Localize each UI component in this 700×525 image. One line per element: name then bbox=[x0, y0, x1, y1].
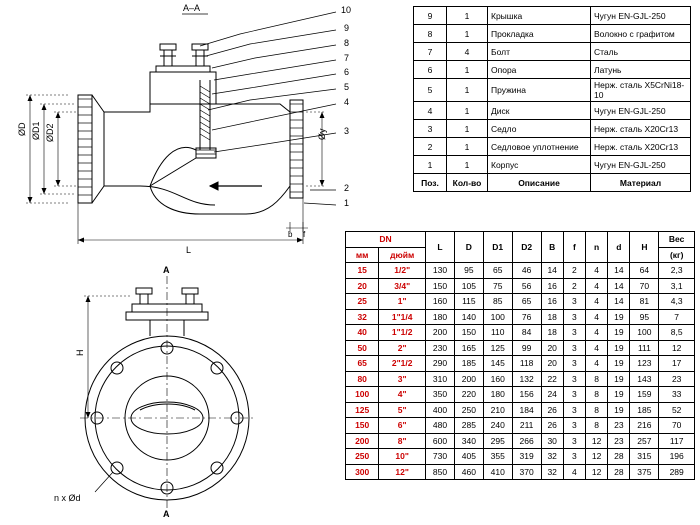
cell-H: 216 bbox=[630, 418, 659, 434]
cell-D1: 240 bbox=[483, 418, 512, 434]
cell-weight: 70 bbox=[659, 418, 695, 434]
col-header-n: n bbox=[586, 232, 608, 263]
cell-n: 8 bbox=[586, 402, 608, 418]
cell-D: 250 bbox=[454, 402, 483, 418]
cell-D: 185 bbox=[454, 356, 483, 372]
part-desc: Корпус bbox=[488, 156, 591, 174]
cell-D: 200 bbox=[454, 371, 483, 387]
cell-n: 12 bbox=[586, 433, 608, 449]
table-row bbox=[414, 156, 691, 174]
dimensions-table-body bbox=[346, 263, 695, 480]
cell-dn-inch: 1"1/4 bbox=[379, 309, 426, 325]
table-row bbox=[346, 340, 695, 356]
table-row bbox=[346, 371, 695, 387]
cell-d: 19 bbox=[608, 309, 630, 325]
part-qty: 4 bbox=[447, 43, 488, 61]
cell-D2: 46 bbox=[512, 263, 541, 279]
cell-D: 115 bbox=[454, 294, 483, 310]
section-marker-top: A bbox=[163, 265, 170, 275]
cell-D: 220 bbox=[454, 387, 483, 403]
part-qty: 1 bbox=[447, 120, 488, 138]
col-header-L: L bbox=[426, 232, 455, 263]
cell-f: 3 bbox=[563, 309, 585, 325]
cell-H: 315 bbox=[630, 449, 659, 465]
cell-D: 95 bbox=[454, 263, 483, 279]
cell-n: 4 bbox=[586, 278, 608, 294]
cell-L: 160 bbox=[426, 294, 455, 310]
parts-header-qty: Кол-во bbox=[447, 174, 488, 192]
part-qty: 1 bbox=[447, 102, 488, 120]
leader-4: 4 bbox=[344, 97, 350, 107]
cell-L: 850 bbox=[426, 464, 455, 480]
cell-f: 3 bbox=[563, 325, 585, 341]
cell-f: 2 bbox=[563, 278, 585, 294]
cell-dn-inch: 5" bbox=[379, 402, 426, 418]
cell-weight: 7 bbox=[659, 309, 695, 325]
part-pos: 7 bbox=[414, 43, 447, 61]
cell-dn-mm: 300 bbox=[346, 464, 379, 480]
cell-D1: 75 bbox=[483, 278, 512, 294]
cell-H: 159 bbox=[630, 387, 659, 403]
cell-n: 12 bbox=[586, 464, 608, 480]
cell-n: 8 bbox=[586, 418, 608, 434]
table-header-row bbox=[414, 174, 691, 192]
leader-10: 10 bbox=[341, 5, 352, 15]
cell-H: 81 bbox=[630, 294, 659, 310]
part-pos: 1 bbox=[414, 156, 447, 174]
cell-dn-mm: 15 bbox=[346, 263, 379, 279]
cell-B: 24 bbox=[541, 387, 563, 403]
table-row bbox=[414, 7, 691, 25]
cell-dn-inch: 2"1/2 bbox=[379, 356, 426, 372]
table-row bbox=[346, 325, 695, 341]
parts-header-mat: Материал bbox=[591, 174, 691, 192]
col-header-D2: D2 bbox=[512, 232, 541, 263]
cell-D1: 65 bbox=[483, 263, 512, 279]
cell-dn-inch: 8" bbox=[379, 433, 426, 449]
part-qty: 1 bbox=[447, 61, 488, 79]
cell-n: 4 bbox=[586, 309, 608, 325]
cell-d: 14 bbox=[608, 294, 630, 310]
table-row bbox=[346, 356, 695, 372]
dim-d1: ØD1 bbox=[31, 121, 41, 140]
cell-L: 310 bbox=[426, 371, 455, 387]
cell-L: 290 bbox=[426, 356, 455, 372]
cell-D2: 118 bbox=[512, 356, 541, 372]
cell-dn-mm: 200 bbox=[346, 433, 379, 449]
cell-L: 730 bbox=[426, 449, 455, 465]
part-pos: 8 bbox=[414, 25, 447, 43]
cell-D2: 370 bbox=[512, 464, 541, 480]
table-row bbox=[414, 138, 691, 156]
part-mat: Сталь bbox=[591, 43, 691, 61]
part-mat: Чугун EN-GJL-250 bbox=[591, 156, 691, 174]
part-qty: 1 bbox=[447, 25, 488, 43]
leader-1: 1 bbox=[344, 198, 350, 208]
cell-D1: 180 bbox=[483, 387, 512, 403]
cell-n: 4 bbox=[586, 325, 608, 341]
part-pos: 4 bbox=[414, 102, 447, 120]
cell-H: 70 bbox=[630, 278, 659, 294]
cell-B: 20 bbox=[541, 340, 563, 356]
cell-dn-mm: 150 bbox=[346, 418, 379, 434]
cell-B: 26 bbox=[541, 402, 563, 418]
cell-D: 460 bbox=[454, 464, 483, 480]
part-pos: 3 bbox=[414, 120, 447, 138]
cell-n: 4 bbox=[586, 294, 608, 310]
col-header-inch: дюйм bbox=[379, 247, 426, 263]
cell-D1: 145 bbox=[483, 356, 512, 372]
part-desc: Седло bbox=[488, 120, 591, 138]
cell-D2: 319 bbox=[512, 449, 541, 465]
cell-f: 3 bbox=[563, 371, 585, 387]
cell-dn-mm: 65 bbox=[346, 356, 379, 372]
cell-dn-inch: 10" bbox=[379, 449, 426, 465]
cell-dn-inch: 1" bbox=[379, 294, 426, 310]
cell-weight: 117 bbox=[659, 433, 695, 449]
cell-D1: 355 bbox=[483, 449, 512, 465]
cell-weight: 12 bbox=[659, 340, 695, 356]
cell-n: 8 bbox=[586, 371, 608, 387]
table-row bbox=[346, 294, 695, 310]
cell-B: 30 bbox=[541, 433, 563, 449]
section-marker-bottom: A bbox=[163, 509, 170, 519]
cell-dn-inch: 3" bbox=[379, 371, 426, 387]
cell-H: 95 bbox=[630, 309, 659, 325]
dimensions-table-head bbox=[346, 232, 695, 263]
cell-f: 3 bbox=[563, 433, 585, 449]
cell-D1: 160 bbox=[483, 371, 512, 387]
cell-f: 3 bbox=[563, 387, 585, 403]
cell-dn-inch: 6" bbox=[379, 418, 426, 434]
dim-f: f bbox=[303, 230, 306, 239]
col-header-D: D bbox=[454, 232, 483, 263]
cell-D2: 56 bbox=[512, 278, 541, 294]
cell-dn-inch: 2" bbox=[379, 340, 426, 356]
table-row bbox=[346, 433, 695, 449]
cell-D1: 410 bbox=[483, 464, 512, 480]
cell-dn-mm: 50 bbox=[346, 340, 379, 356]
cell-dn-inch: 1"1/2 bbox=[379, 325, 426, 341]
cell-D: 140 bbox=[454, 309, 483, 325]
cell-L: 130 bbox=[426, 263, 455, 279]
part-mat: Чугун EN-GJL-250 bbox=[591, 102, 691, 120]
table-row bbox=[346, 263, 695, 279]
part-desc: Болт bbox=[488, 43, 591, 61]
cell-d: 28 bbox=[608, 464, 630, 480]
col-header-weight-unit: (кг) bbox=[659, 247, 695, 263]
part-pos: 6 bbox=[414, 61, 447, 79]
cell-D2: 132 bbox=[512, 371, 541, 387]
cell-B: 22 bbox=[541, 371, 563, 387]
cell-weight: 23 bbox=[659, 371, 695, 387]
part-mat: Чугун EN-GJL-250 bbox=[591, 7, 691, 25]
cell-dn-inch: 1/2" bbox=[379, 263, 426, 279]
part-mat: Нерж. сталь X5CrNi18-10 bbox=[591, 79, 691, 102]
cell-d: 19 bbox=[608, 340, 630, 356]
part-mat: Волокно с графитом bbox=[591, 25, 691, 43]
table-row bbox=[346, 278, 695, 294]
cell-D2: 99 bbox=[512, 340, 541, 356]
cell-D2: 184 bbox=[512, 402, 541, 418]
parts-table-body bbox=[414, 7, 691, 192]
col-header-mm: мм bbox=[346, 247, 379, 263]
table-row bbox=[414, 25, 691, 43]
dim-b: b bbox=[288, 230, 293, 239]
cell-D: 165 bbox=[454, 340, 483, 356]
cell-L: 200 bbox=[426, 325, 455, 341]
col-header-d: d bbox=[608, 232, 630, 263]
part-pos: 9 bbox=[414, 7, 447, 25]
dim-dy: Øy bbox=[317, 128, 327, 140]
cell-weight: 196 bbox=[659, 449, 695, 465]
cell-dn-inch: 3/4" bbox=[379, 278, 426, 294]
cell-B: 32 bbox=[541, 449, 563, 465]
leader-5: 5 bbox=[344, 82, 350, 92]
cell-D: 405 bbox=[454, 449, 483, 465]
cell-H: 111 bbox=[630, 340, 659, 356]
cell-d: 19 bbox=[608, 402, 630, 418]
cell-B: 18 bbox=[541, 325, 563, 341]
cell-L: 600 bbox=[426, 433, 455, 449]
cell-D: 150 bbox=[454, 325, 483, 341]
cell-dn-mm: 40 bbox=[346, 325, 379, 341]
cell-H: 143 bbox=[630, 371, 659, 387]
leader-6: 6 bbox=[344, 67, 350, 77]
cell-B: 16 bbox=[541, 294, 563, 310]
cell-weight: 33 bbox=[659, 387, 695, 403]
cell-D1: 125 bbox=[483, 340, 512, 356]
parts-header-desc: Описание bbox=[488, 174, 591, 192]
cell-L: 230 bbox=[426, 340, 455, 356]
part-mat: Латунь bbox=[591, 61, 691, 79]
cell-f: 3 bbox=[563, 402, 585, 418]
cell-D2: 266 bbox=[512, 433, 541, 449]
part-qty: 1 bbox=[447, 156, 488, 174]
cell-D1: 110 bbox=[483, 325, 512, 341]
cell-L: 150 bbox=[426, 278, 455, 294]
leader-2: 2 bbox=[344, 183, 350, 193]
part-desc: Пружина bbox=[488, 79, 591, 102]
table-row bbox=[346, 449, 695, 465]
cell-H: 64 bbox=[630, 263, 659, 279]
cell-dn-inch: 12" bbox=[379, 464, 426, 480]
table-row bbox=[346, 464, 695, 480]
cell-B: 14 bbox=[541, 263, 563, 279]
part-desc: Крышка bbox=[488, 7, 591, 25]
cell-weight: 289 bbox=[659, 464, 695, 480]
cell-L: 350 bbox=[426, 387, 455, 403]
cell-d: 14 bbox=[608, 278, 630, 294]
col-header-weight: Вес bbox=[659, 232, 695, 248]
cell-D2: 84 bbox=[512, 325, 541, 341]
cell-B: 18 bbox=[541, 309, 563, 325]
col-header-dn: DN bbox=[346, 232, 426, 248]
cell-d: 23 bbox=[608, 418, 630, 434]
cell-D2: 65 bbox=[512, 294, 541, 310]
part-pos: 2 bbox=[414, 138, 447, 156]
col-header-f: f bbox=[563, 232, 585, 263]
dim-outer-d: ØD bbox=[17, 122, 27, 136]
cell-f: 3 bbox=[563, 340, 585, 356]
cell-D1: 85 bbox=[483, 294, 512, 310]
part-qty: 1 bbox=[447, 79, 488, 102]
col-header-H: H bbox=[630, 232, 659, 263]
cell-dn-mm: 100 bbox=[346, 387, 379, 403]
cell-weight: 8,5 bbox=[659, 325, 695, 341]
dim-d2: ØD2 bbox=[45, 123, 55, 142]
leader-8: 8 bbox=[344, 38, 350, 48]
section-label-aa: A–A bbox=[183, 3, 201, 13]
part-desc: Седловое уплотнение bbox=[488, 138, 591, 156]
dimensions-table bbox=[345, 231, 695, 480]
cell-f: 2 bbox=[563, 263, 585, 279]
cell-L: 180 bbox=[426, 309, 455, 325]
cell-H: 375 bbox=[630, 464, 659, 480]
table-row bbox=[414, 79, 691, 102]
cell-n: 4 bbox=[586, 356, 608, 372]
cell-d: 28 bbox=[608, 449, 630, 465]
table-row bbox=[346, 387, 695, 403]
cell-B: 26 bbox=[541, 418, 563, 434]
table-row bbox=[346, 402, 695, 418]
table-row bbox=[414, 43, 691, 61]
cell-dn-mm: 25 bbox=[346, 294, 379, 310]
cell-D: 105 bbox=[454, 278, 483, 294]
part-desc: Опора bbox=[488, 61, 591, 79]
cell-dn-mm: 32 bbox=[346, 309, 379, 325]
part-qty: 1 bbox=[447, 7, 488, 25]
cell-weight: 3,1 bbox=[659, 278, 695, 294]
cell-weight: 17 bbox=[659, 356, 695, 372]
cell-dn-mm: 80 bbox=[346, 371, 379, 387]
cell-f: 3 bbox=[563, 418, 585, 434]
cell-f: 4 bbox=[563, 464, 585, 480]
parts-table bbox=[413, 6, 691, 192]
cell-f: 3 bbox=[563, 356, 585, 372]
cell-dn-mm: 20 bbox=[346, 278, 379, 294]
cell-n: 4 bbox=[586, 340, 608, 356]
cell-D: 340 bbox=[454, 433, 483, 449]
cell-dn-inch: 4" bbox=[379, 387, 426, 403]
dim-h: H bbox=[75, 349, 85, 356]
leader-3: 3 bbox=[344, 126, 350, 136]
cell-n: 8 bbox=[586, 387, 608, 403]
cell-f: 3 bbox=[563, 294, 585, 310]
cell-H: 123 bbox=[630, 356, 659, 372]
cell-n: 4 bbox=[586, 263, 608, 279]
cell-d: 14 bbox=[608, 263, 630, 279]
table-header-row-1 bbox=[346, 232, 695, 248]
cell-B: 16 bbox=[541, 278, 563, 294]
col-header-D1: D1 bbox=[483, 232, 512, 263]
part-qty: 1 bbox=[447, 138, 488, 156]
part-mat: Нерж. сталь X20Cr13 bbox=[591, 138, 691, 156]
cell-d: 19 bbox=[608, 387, 630, 403]
table-row bbox=[346, 309, 695, 325]
cell-d: 19 bbox=[608, 356, 630, 372]
cell-D1: 100 bbox=[483, 309, 512, 325]
cell-D1: 295 bbox=[483, 433, 512, 449]
cell-B: 20 bbox=[541, 356, 563, 372]
leader-7: 7 bbox=[344, 53, 350, 63]
table-row bbox=[414, 120, 691, 138]
col-header-B: B bbox=[541, 232, 563, 263]
cell-H: 100 bbox=[630, 325, 659, 341]
cell-weight: 52 bbox=[659, 402, 695, 418]
cell-weight: 2,3 bbox=[659, 263, 695, 279]
cell-weight: 4,3 bbox=[659, 294, 695, 310]
parts-header-pos: Поз. bbox=[414, 174, 447, 192]
cell-L: 400 bbox=[426, 402, 455, 418]
part-pos: 5 bbox=[414, 79, 447, 102]
cell-B: 32 bbox=[541, 464, 563, 480]
dim-bolt-circle: n x Ød bbox=[54, 493, 81, 503]
cell-D: 285 bbox=[454, 418, 483, 434]
cell-f: 3 bbox=[563, 449, 585, 465]
cell-H: 185 bbox=[630, 402, 659, 418]
table-row bbox=[414, 61, 691, 79]
table-row bbox=[414, 102, 691, 120]
cell-D2: 156 bbox=[512, 387, 541, 403]
leader-9: 9 bbox=[344, 23, 350, 33]
cell-D2: 76 bbox=[512, 309, 541, 325]
dim-l: L bbox=[186, 245, 192, 255]
cell-H: 257 bbox=[630, 433, 659, 449]
part-desc: Диск bbox=[488, 102, 591, 120]
cell-d: 23 bbox=[608, 433, 630, 449]
part-desc: Прокладка bbox=[488, 25, 591, 43]
cell-L: 480 bbox=[426, 418, 455, 434]
table-row bbox=[346, 418, 695, 434]
cell-dn-mm: 125 bbox=[346, 402, 379, 418]
cell-D2: 211 bbox=[512, 418, 541, 434]
cell-dn-mm: 250 bbox=[346, 449, 379, 465]
cell-d: 19 bbox=[608, 325, 630, 341]
cell-n: 12 bbox=[586, 449, 608, 465]
part-mat: Нерж. сталь X20Cr13 bbox=[591, 120, 691, 138]
cell-d: 19 bbox=[608, 371, 630, 387]
cell-D1: 210 bbox=[483, 402, 512, 418]
